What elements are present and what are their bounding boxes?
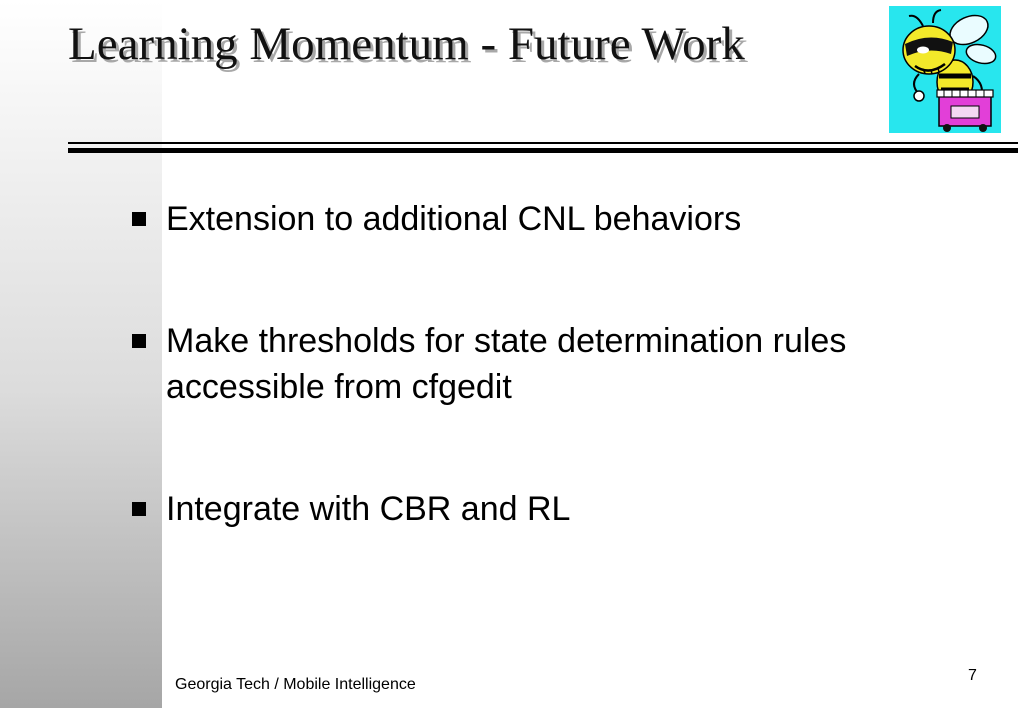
- square-bullet-icon: [132, 334, 146, 348]
- mascot-logo: [889, 6, 1001, 133]
- bullet-item: [130, 196, 950, 242]
- bullet-text: Make thresholds for state determination rules accessible from cfgedit: [166, 322, 847, 406]
- bullet-text: Extension to additional CNL behaviors: [166, 200, 742, 238]
- title-rule-thin: [68, 142, 1018, 144]
- bullet-item: [130, 486, 950, 532]
- bullet-item: [130, 318, 950, 410]
- title-rule-thick: [68, 148, 1018, 153]
- bullet-list: [130, 196, 950, 532]
- slide-title: Learning Momentum - Future Work: [68, 18, 745, 70]
- bullet-text: Integrate with CBR and RL: [166, 490, 571, 528]
- page-number: 7: [968, 667, 977, 684]
- footer-text: Georgia Tech / Mobile Intelligence: [175, 676, 416, 693]
- square-bullet-icon: [132, 502, 146, 516]
- yellow-jacket-mascot-icon: [889, 6, 1001, 133]
- square-bullet-icon: [132, 212, 146, 226]
